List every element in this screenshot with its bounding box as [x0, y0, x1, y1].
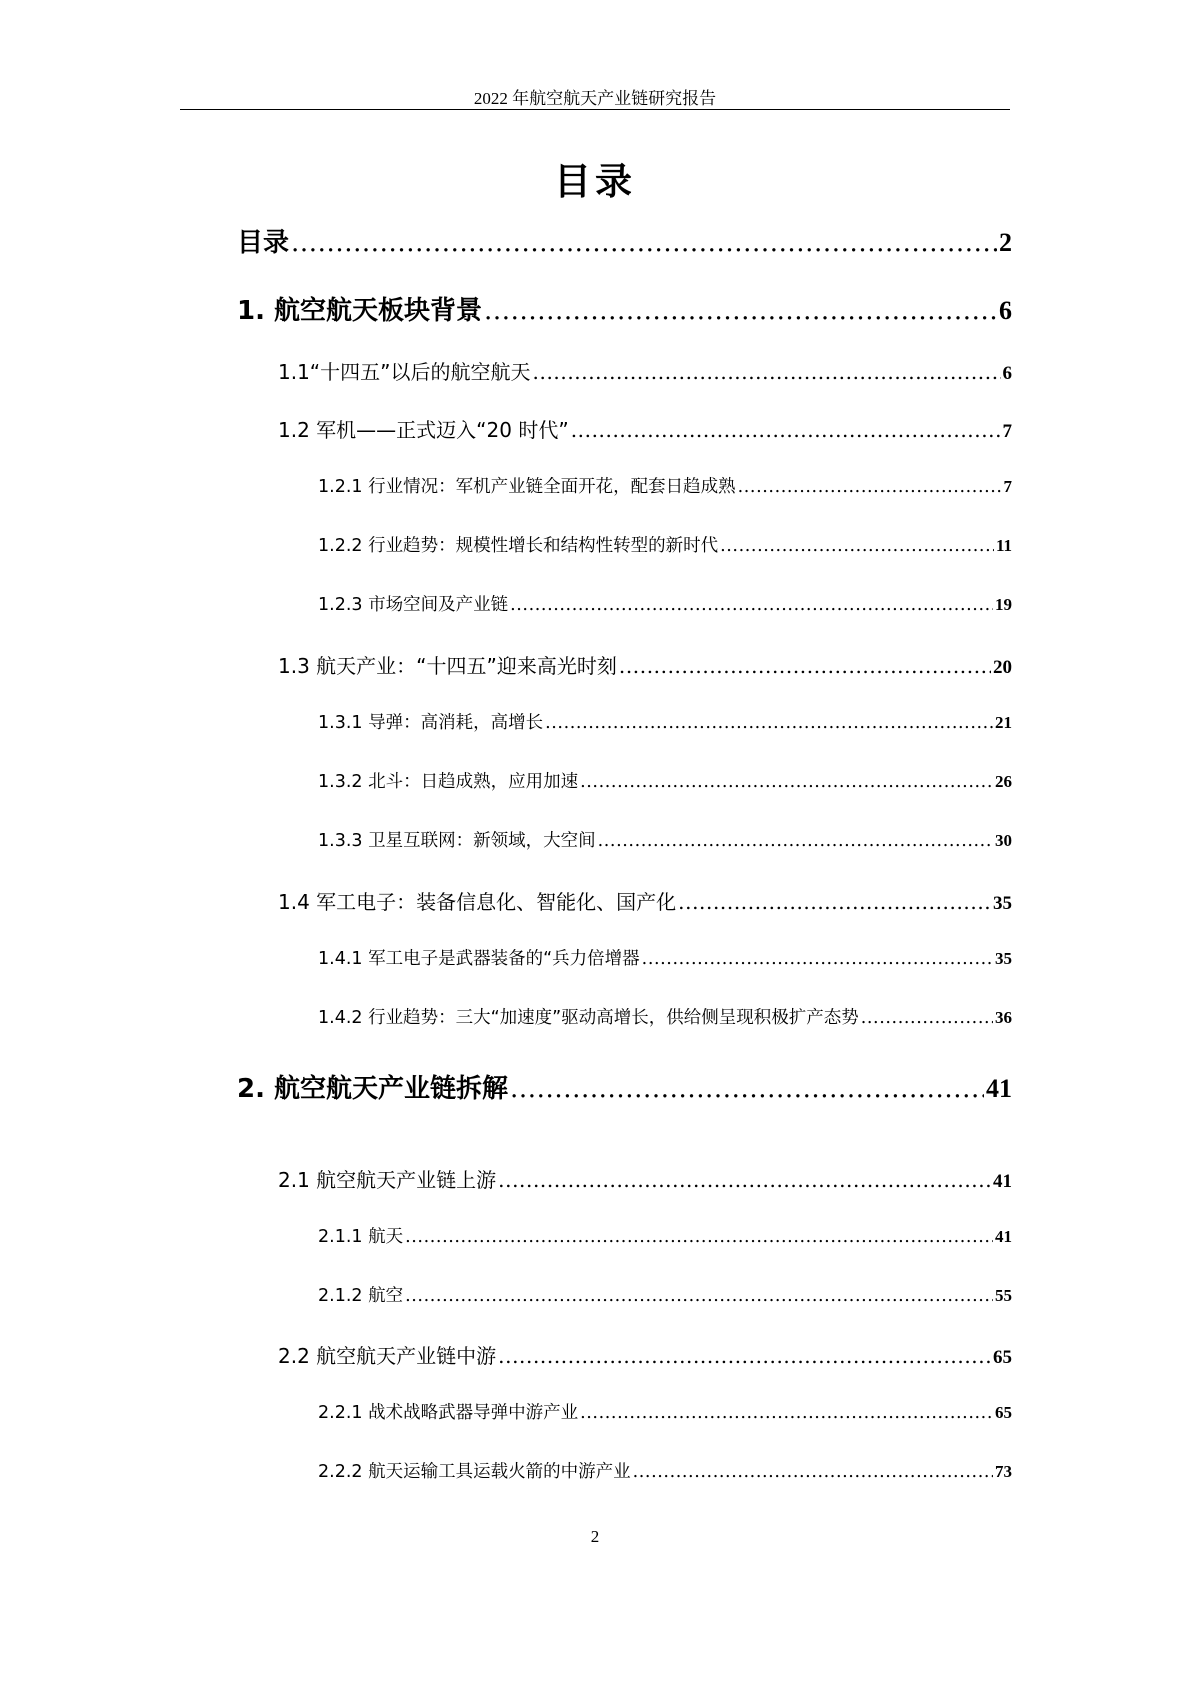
- toc-leader-dots: [678, 890, 991, 914]
- toc-entry[interactable]: [318, 768, 1012, 793]
- toc-entry[interactable]: [237, 222, 1012, 259]
- toc-entry-label: 1.3.3 卫星互联网：新领域，大空间: [318, 831, 596, 851]
- toc-entry-page: 30: [995, 831, 1012, 850]
- toc-leader-dots: [580, 1403, 993, 1423]
- toc-entry-label: 1.4 军工电子：装备信息化、智能化、国产化: [278, 890, 677, 914]
- toc-entry[interactable]: [318, 827, 1012, 852]
- toc-entry-label: 2.1.2 航空: [318, 1286, 404, 1306]
- toc-entry[interactable]: [278, 886, 1012, 915]
- toc-entry-label: 2.2 航空航天产业链中游: [278, 1344, 497, 1368]
- toc-leader-dots: [533, 360, 1001, 384]
- toc-leader-dots: [633, 1462, 993, 1482]
- toc-entry[interactable]: [318, 1282, 1012, 1307]
- toc-entry-page: 65: [995, 1403, 1012, 1422]
- toc-entry[interactable]: [278, 356, 1012, 385]
- toc-leader-dots: [405, 1227, 993, 1247]
- toc-entry-label: 1.2.2 行业趋势：规模性增长和结构性转型的新时代: [318, 536, 719, 556]
- toc-leader-dots: [619, 654, 991, 678]
- toc-entry-page: 6: [1002, 363, 1012, 384]
- toc-leader-dots: [598, 831, 993, 851]
- toc-leader-dots: [498, 1168, 991, 1192]
- toc-entry-label: 目录: [237, 228, 290, 258]
- toc-entry-page: 35: [995, 949, 1012, 968]
- toc-leader-dots: [571, 418, 1001, 442]
- toc-entry[interactable]: [318, 945, 1012, 970]
- toc-entry-label: 1. 航空航天板块背景: [237, 296, 483, 326]
- toc-entry-label: 1.2.3 市场空间及产业链: [318, 595, 509, 615]
- toc-entry-label: 1.2.1 行业情况：军机产业链全面开花，配套日趋成熟: [318, 477, 736, 497]
- toc-entry-page: 7: [1002, 421, 1012, 442]
- toc-entry[interactable]: [278, 414, 1012, 443]
- toc-leader-dots: [720, 536, 994, 556]
- toc-entry-page: 19: [995, 595, 1012, 614]
- toc-entry-page: 36: [995, 1008, 1012, 1027]
- toc-entry-page: 2: [999, 228, 1012, 257]
- toc-entry-label: 2.1 航空航天产业链上游: [278, 1168, 497, 1192]
- toc-entry-label: 2. 航空航天产业链拆解: [237, 1074, 509, 1104]
- toc-leader-dots: [405, 1286, 993, 1306]
- toc-leader-dots: [510, 1074, 984, 1104]
- toc-entry[interactable]: [237, 1068, 1012, 1105]
- toc-entry-page: 21: [995, 713, 1012, 732]
- toc-leader-dots: [484, 296, 997, 326]
- toc-entry-label: 1.1“十四五”以后的航空航天: [278, 360, 531, 384]
- toc-entry-page: 6: [999, 296, 1012, 325]
- toc-entry-page: 65: [993, 1347, 1012, 1368]
- toc-leader-dots: [642, 949, 993, 969]
- toc-entry[interactable]: [318, 1223, 1012, 1248]
- toc-leader-dots: [545, 713, 993, 733]
- toc-entry-page: 26: [995, 772, 1012, 791]
- toc-leader-dots: [510, 595, 993, 615]
- toc-entry-page: 7: [1003, 477, 1012, 496]
- toc-leader-dots: [861, 1008, 993, 1028]
- toc-entry[interactable]: [318, 591, 1012, 616]
- toc-entry[interactable]: [318, 532, 1012, 557]
- toc-entry-label: 2.1.1 航天: [318, 1227, 404, 1247]
- toc-entry[interactable]: [318, 709, 1012, 734]
- footer-page-number: 2: [590, 1527, 600, 1546]
- page-title: 目录: [554, 160, 636, 203]
- toc-entry[interactable]: [237, 290, 1012, 327]
- toc-entry[interactable]: [318, 1458, 1012, 1483]
- toc-entry[interactable]: [278, 1340, 1012, 1369]
- toc-entry-page: 41: [986, 1074, 1012, 1103]
- toc-leader-dots: [291, 228, 997, 258]
- toc-entry-page: 35: [993, 893, 1012, 914]
- toc-entry-label: 1.4.1 军工电子是武器装备的“兵力倍增器: [318, 949, 640, 969]
- toc-entry-label: 1.3 航天产业：“十四五”迎来高光时刻: [278, 654, 617, 678]
- toc-entry[interactable]: [318, 1399, 1012, 1424]
- toc-leader-dots: [498, 1344, 991, 1368]
- toc-entry-page: 41: [993, 1171, 1012, 1192]
- toc-entry-page: 41: [995, 1227, 1012, 1246]
- running-header-title: 2022 年航空航天产业链研究报告: [473, 89, 717, 108]
- toc-entry-page: 11: [995, 536, 1012, 555]
- toc-entry-label: 1.4.2 行业趋势：三大“加速度”驱动高增长，供给侧呈现积极扩产态势: [318, 1008, 859, 1028]
- toc-entry-label: 1.2 军机——正式迈入“20 时代”: [278, 418, 569, 442]
- toc-entry-label: 1.3.1 导弹：高消耗，高增长: [318, 713, 544, 733]
- header-rule: [180, 109, 1010, 110]
- toc-entry[interactable]: [318, 1004, 1012, 1029]
- toc-leader-dots: [580, 772, 993, 792]
- toc-entry[interactable]: [278, 1164, 1012, 1193]
- toc-entry-label: 2.2.2 航天运输工具运载火箭的中游产业: [318, 1462, 631, 1482]
- toc-entry[interactable]: [318, 473, 1012, 498]
- toc-entry-label: 2.2.1 战术战略武器导弹中游产业: [318, 1403, 579, 1423]
- toc-leader-dots: [738, 477, 1002, 497]
- toc-entry-label: 1.3.2 北斗：日趋成熟，应用加速: [318, 772, 579, 792]
- toc-entry-page: 55: [995, 1286, 1012, 1305]
- toc-entry-page: 73: [995, 1462, 1012, 1481]
- toc-entry[interactable]: [278, 650, 1012, 679]
- toc-entry-page: 20: [993, 657, 1012, 678]
